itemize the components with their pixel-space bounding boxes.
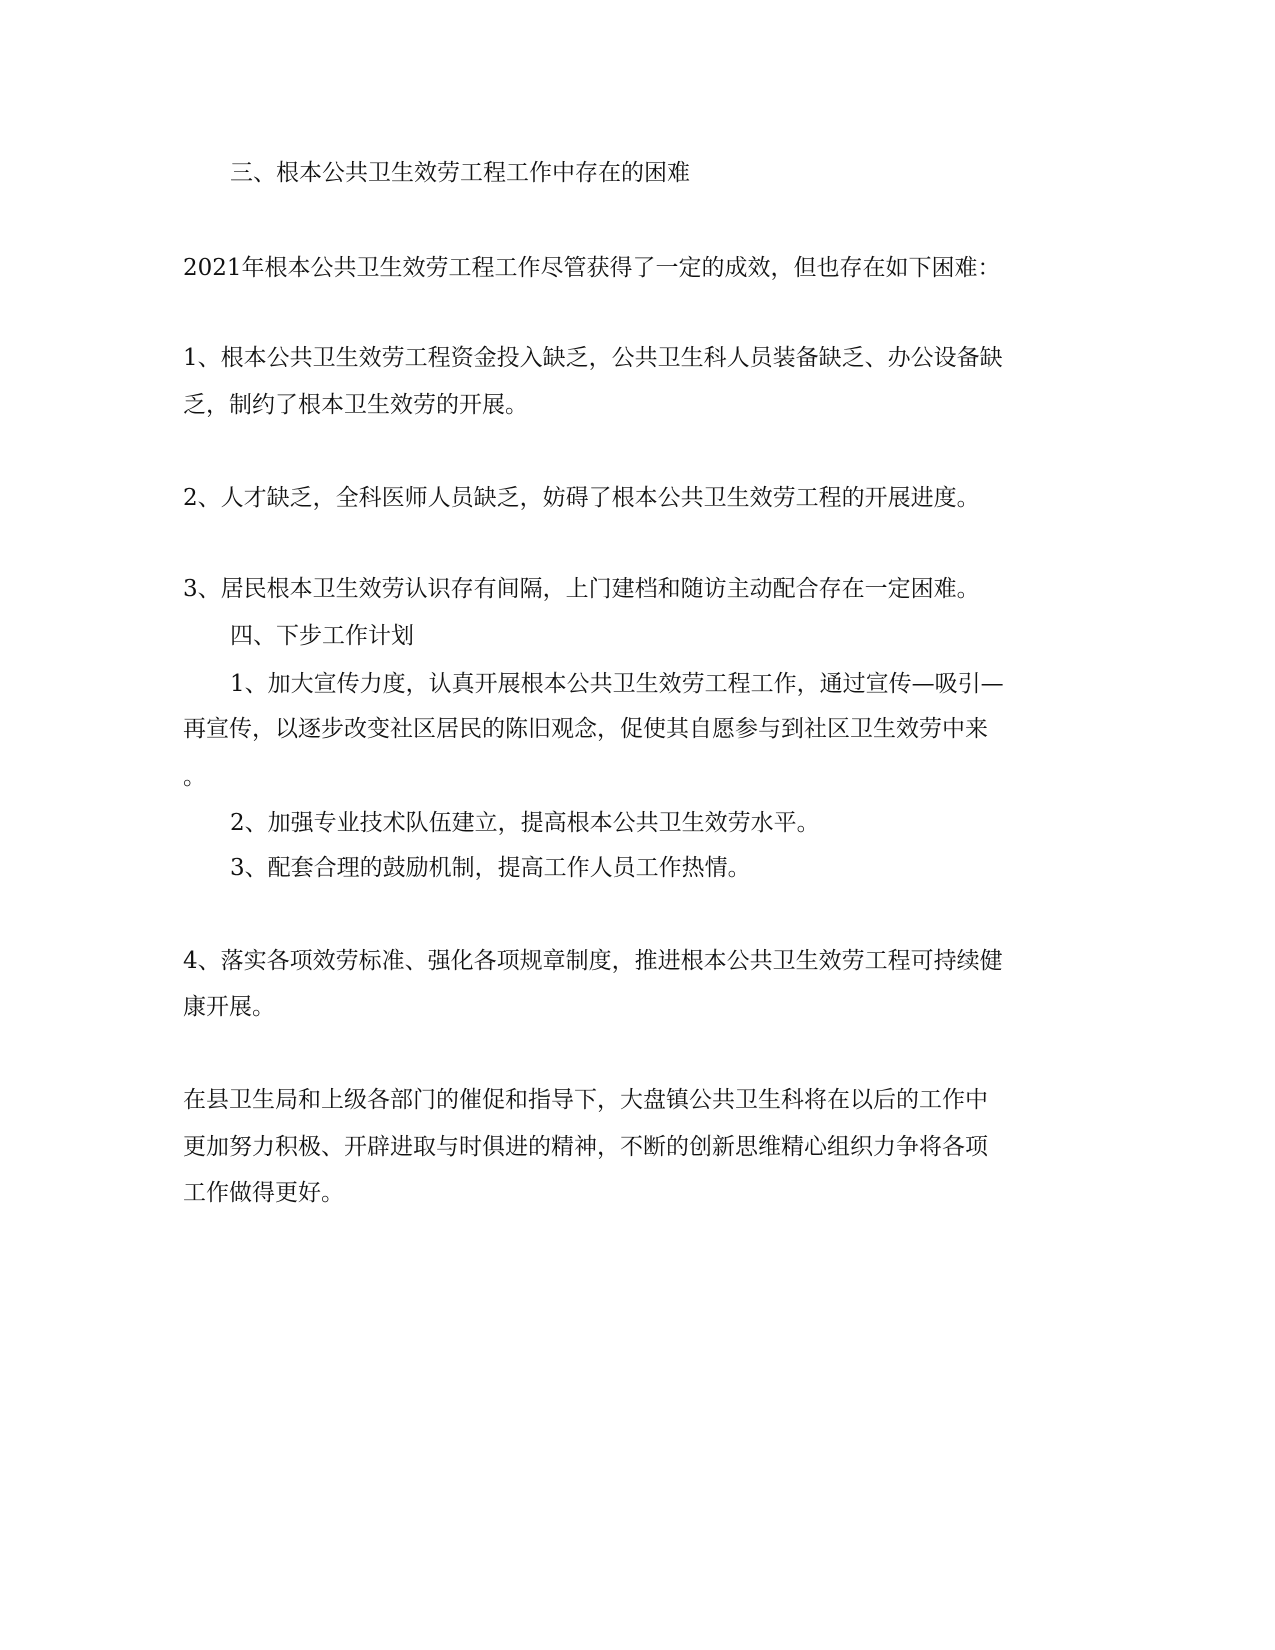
plan-4-line-1: 4、落实各项效劳标准、强化各项规章制度，推进根本公共卫生效劳工程可持续健 [183,948,1003,974]
section-heading-plan: 四、下步工作计划 [230,623,414,649]
plan-3: 3、配套合理的鼓励机制，提高工作人员工作热情。 [230,855,751,881]
plan-1-line-3: 。 [183,764,206,790]
closing-line-3: 工作做得更好。 [183,1180,344,1206]
closing-line-2: 更加努力积极、开辟进取与时俱进的精神，不断的创新思维精心组织力争将各项 [183,1134,988,1160]
difficulty-1-line-1: 1、根本公共卫生效劳工程资金投入缺乏，公共卫生科人员装备缺乏、办公设备缺 [183,345,1003,371]
plan-4-line-2: 康开展。 [183,994,275,1020]
paragraph-intro: 2021年根本公共卫生效劳工程工作尽管获得了一定的成效，但也存在如下困难： [183,255,1001,281]
closing-line-1: 在县卫生局和上级各部门的催促和指导下，大盘镇公共卫生科将在以后的工作中 [183,1087,988,1113]
plan-2: 2、加强专业技术队伍建立，提高根本公共卫生效劳水平。 [230,810,820,836]
difficulty-3: 3、居民根本卫生效劳认识存有间隔，上门建档和随访主动配合存在一定困难。 [183,576,980,602]
plan-1-line-1: 1、加大宣传力度，认真开展根本公共卫生效劳工程工作，通过宣传—吸引— [230,671,1004,697]
plan-1-line-2: 再宣传，以逐步改变社区居民的陈旧观念，促使其自愿参与到社区卫生效劳中来 [183,716,988,742]
section-heading-difficulties: 三、根本公共卫生效劳工程工作中存在的困难 [230,160,690,186]
difficulty-1-line-2: 乏，制约了根本卫生效劳的开展。 [183,392,528,418]
difficulty-2: 2、人才缺乏，全科医师人员缺乏，妨碍了根本公共卫生效劳工程的开展进度。 [183,485,980,511]
